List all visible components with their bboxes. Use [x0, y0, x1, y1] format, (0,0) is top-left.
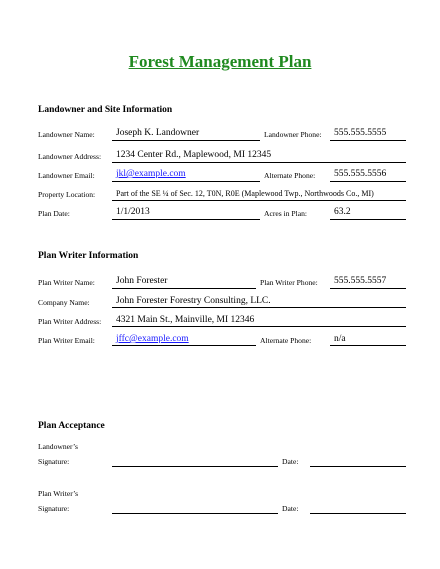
writer-name-label: Plan Writer Name: — [38, 278, 95, 287]
landowner-signature-label-1: Landowner’s — [38, 442, 78, 451]
acres-value: 63.2 — [334, 207, 351, 217]
writer-name-value: John Forester — [116, 276, 168, 286]
company-name-line — [112, 307, 406, 308]
landowner-address-line — [112, 162, 406, 163]
landowner-name-value: Joseph K. Landowner — [116, 128, 200, 138]
writer-email-label: Plan Writer Email: — [38, 336, 95, 345]
document-title: Forest Management Plan — [128, 52, 312, 71]
plan-date-value: 1/1/2013 — [116, 207, 150, 217]
company-name-label: Company Name: — [38, 298, 90, 307]
property-location-line — [112, 200, 406, 201]
writer-name-line — [112, 288, 256, 289]
writer-address-value: 4321 Main St., Mainville, MI 12346 — [116, 315, 255, 325]
landowner-name-line — [112, 140, 260, 141]
acres-line — [330, 219, 406, 220]
writer-address-line — [112, 326, 406, 327]
landowner-section-heading: Landowner and Site Information — [38, 105, 173, 115]
landowner-phone-value: 555.555.5555 — [334, 128, 387, 138]
writer-signature-line[interactable] — [112, 513, 278, 514]
landowner-address-label: Landowner Address: — [38, 152, 102, 161]
landowner-address-value: 1234 Center Rd., Maplewood, MI 12345 — [116, 150, 272, 160]
writer-phone-label: Plan Writer Phone: — [260, 278, 318, 287]
landowner-email-label: Landowner Email: — [38, 171, 95, 180]
writer-date-line[interactable] — [310, 513, 406, 514]
alternate-phone-label: Alternate Phone: — [264, 171, 316, 180]
landowner-phone-line — [330, 140, 406, 141]
landowner-email-line — [112, 181, 260, 182]
property-location-label: Property Location: — [38, 190, 96, 199]
acres-label: Acres in Plan: — [264, 209, 308, 218]
writer-address-label: Plan Writer Address: — [38, 317, 102, 326]
alternate-phone-value: 555.555.5556 — [334, 169, 387, 179]
alternate-phone-line — [330, 181, 406, 182]
writer-email-link[interactable]: jffc@example.com — [116, 334, 189, 344]
property-location-value: Part of the SE ¼ of Sec. 12, T0N, R0E (Maplewood Twp., Northwoods Co., MI) — [116, 189, 374, 198]
plan-date-label: Plan Date: — [38, 209, 70, 218]
landowner-signature-label-2: Signature: — [38, 457, 70, 466]
plan-date-line — [112, 219, 260, 220]
landowner-name-label: Landowner Name: — [38, 130, 95, 139]
company-name-value: John Forester Forestry Consulting, LLC. — [116, 296, 271, 306]
writer-section-heading: Plan Writer Information — [38, 251, 139, 261]
writer-signature-label-2: Signature: — [38, 504, 70, 513]
writer-date-label: Date: — [282, 504, 299, 513]
writer-alt-phone-line — [330, 345, 406, 346]
landowner-email-link[interactable]: jkl@example.com — [116, 169, 186, 179]
writer-alt-phone-label: Alternate Phone: — [260, 336, 312, 345]
landowner-date-line[interactable] — [310, 466, 406, 467]
landowner-phone-label: Landowner Phone: — [264, 130, 322, 139]
writer-alt-phone-value: n/a — [334, 334, 346, 344]
landowner-date-label: Date: — [282, 457, 299, 466]
writer-phone-value: 555.555.5557 — [334, 276, 387, 286]
writer-email-line — [112, 345, 256, 346]
acceptance-section-heading: Plan Acceptance — [38, 421, 105, 431]
writer-signature-label-1: Plan Writer’s — [38, 489, 79, 498]
landowner-signature-line[interactable] — [112, 466, 278, 467]
writer-phone-line — [330, 288, 406, 289]
